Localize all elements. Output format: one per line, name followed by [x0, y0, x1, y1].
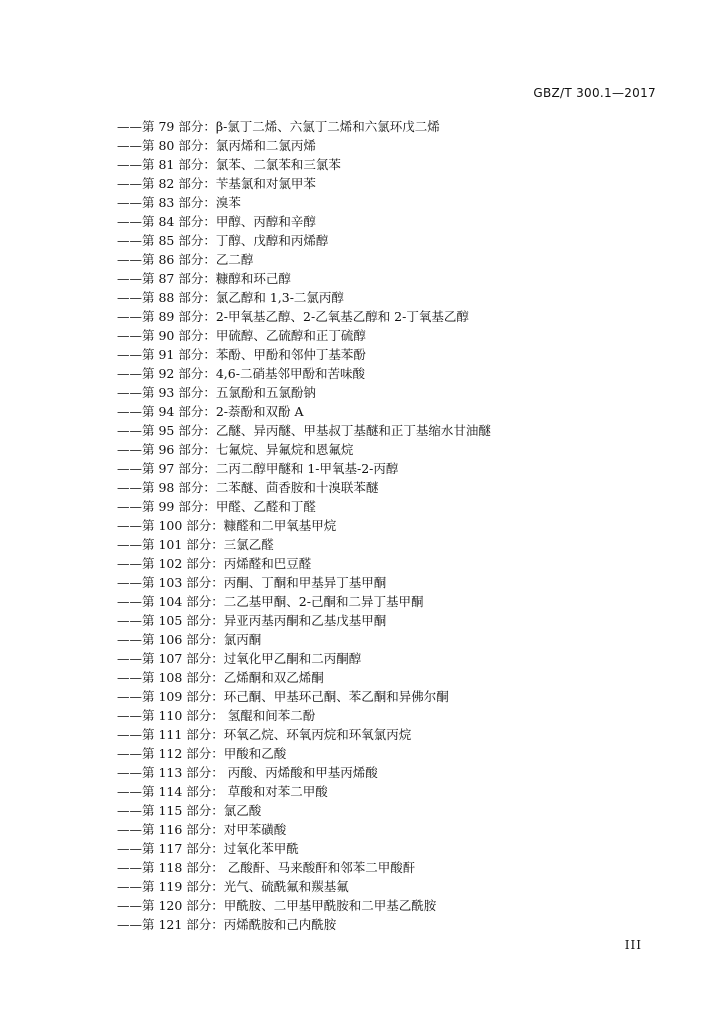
- list-item: ——第 118 部分： 乙酸酐、马来酸酐和邻苯二甲酸酐: [117, 860, 416, 875]
- list-item: ——第 91 部分：苯酚、甲酚和邻仲丁基苯酚: [117, 347, 366, 362]
- list-item: ——第 86 部分：乙二醇: [117, 252, 254, 267]
- list-item: ——第 112 部分：甲酸和乙酸: [117, 746, 287, 761]
- list-item: ——第 81 部分：氯苯、二氯苯和三氯苯: [117, 157, 341, 172]
- list-item: ——第 87 部分：糠醇和环己醇: [117, 271, 291, 286]
- list-item: ——第 82 部分：苄基氯和对氯甲苯: [117, 176, 316, 191]
- list-item: ——第 111 部分：环氧乙烷、环氧丙烷和环氧氯丙烷: [117, 727, 412, 742]
- list-item: ——第 80 部分：氯丙烯和二氯丙烯: [117, 138, 316, 153]
- list-item: ——第 117 部分：过氧化苯甲酰: [117, 841, 299, 856]
- list-item: ——第 109 部分：环己酮、甲基环己酮、苯乙酮和异佛尔酮: [117, 689, 449, 704]
- list-item: ——第 88 部分：氯乙醇和 1,3-二氯丙醇: [117, 290, 344, 305]
- list-item: ——第 95 部分：乙醚、异丙醚、甲基叔丁基醚和正丁基缩水甘油醚: [117, 423, 491, 438]
- list-item: ——第 89 部分：2-甲氧基乙醇、2-乙氧基乙醇和 2-丁氧基乙醇: [117, 309, 469, 324]
- list-item: ——第 94 部分：2-萘酚和双酚 A: [117, 404, 304, 419]
- list-item: ——第 98 部分：二苯醚、茴香胺和十溴联苯醚: [117, 480, 379, 495]
- list-item: ——第 84 部分：甲醇、丙醇和辛醇: [117, 214, 316, 229]
- list-item: ——第 96 部分：七氟烷、异氟烷和恩氟烷: [117, 442, 354, 457]
- list-item: ——第 85 部分：丁醇、戊醇和丙烯醇: [117, 233, 329, 248]
- list-item: ——第 83 部分：溴苯: [117, 195, 241, 210]
- list-item: ——第 120 部分：甲酰胺、二甲基甲酰胺和二甲基乙酰胺: [117, 898, 437, 913]
- list-item: ——第 97 部分：二丙二醇甲醚和 1-甲氧基-2-丙醇: [117, 461, 399, 476]
- list-item: ——第 105 部分：异亚丙基丙酮和乙基戊基甲酮: [117, 613, 387, 628]
- list-item: ——第 113 部分： 丙酸、丙烯酸和甲基丙烯酸: [117, 765, 378, 780]
- list-item: ——第 103 部分：丙酮、丁酮和甲基异丁基甲酮: [117, 575, 387, 590]
- list-item: ——第 101 部分：三氯乙醛: [117, 537, 274, 552]
- page-number: III: [624, 938, 642, 952]
- list-item: ——第 107 部分：过氧化甲乙酮和二丙酮醇: [117, 651, 362, 666]
- list-item: ——第 79 部分：β-氯丁二烯、六氯丁二烯和六氯环戊二烯: [117, 119, 440, 134]
- list-item: ——第 108 部分：乙烯酮和双乙烯酮: [117, 670, 324, 685]
- list-item: ——第 100 部分：糠醛和二甲氧基甲烷: [117, 518, 337, 533]
- list-item: ——第 93 部分：五氯酚和五氯酚钠: [117, 385, 316, 400]
- list-item: ——第 99 部分：甲醛、乙醛和丁醛: [117, 499, 316, 514]
- parts-list: [117, 117, 677, 934]
- list-item: ——第 104 部分：二乙基甲酮、2-己酮和二异丁基甲酮: [117, 594, 424, 609]
- list-item: ——第 116 部分：对甲苯磺酸: [117, 822, 287, 837]
- list-item: ——第 90 部分：甲硫醇、乙硫醇和正丁硫醇: [117, 328, 366, 343]
- list-item: ——第 114 部分： 草酸和对苯二甲酸: [117, 784, 328, 799]
- list-item: ——第 110 部分： 氢醌和间苯二酚: [117, 708, 316, 723]
- list-item: ——第 121 部分：丙烯酰胺和己内酰胺: [117, 917, 337, 932]
- list-item: ——第 115 部分：氯乙酸: [117, 803, 262, 818]
- list-item: ——第 102 部分：丙烯醛和巴豆醛: [117, 556, 312, 571]
- standard-code: GBZ/T 300.1—2017: [533, 86, 656, 100]
- list-item: ——第 119 部分：光气、硫酰氟和羰基氟: [117, 879, 349, 894]
- list-item: ——第 106 部分：氯丙酮: [117, 632, 262, 647]
- list-item: ——第 92 部分：4,6-二硝基邻甲酚和苦味酸: [117, 366, 365, 381]
